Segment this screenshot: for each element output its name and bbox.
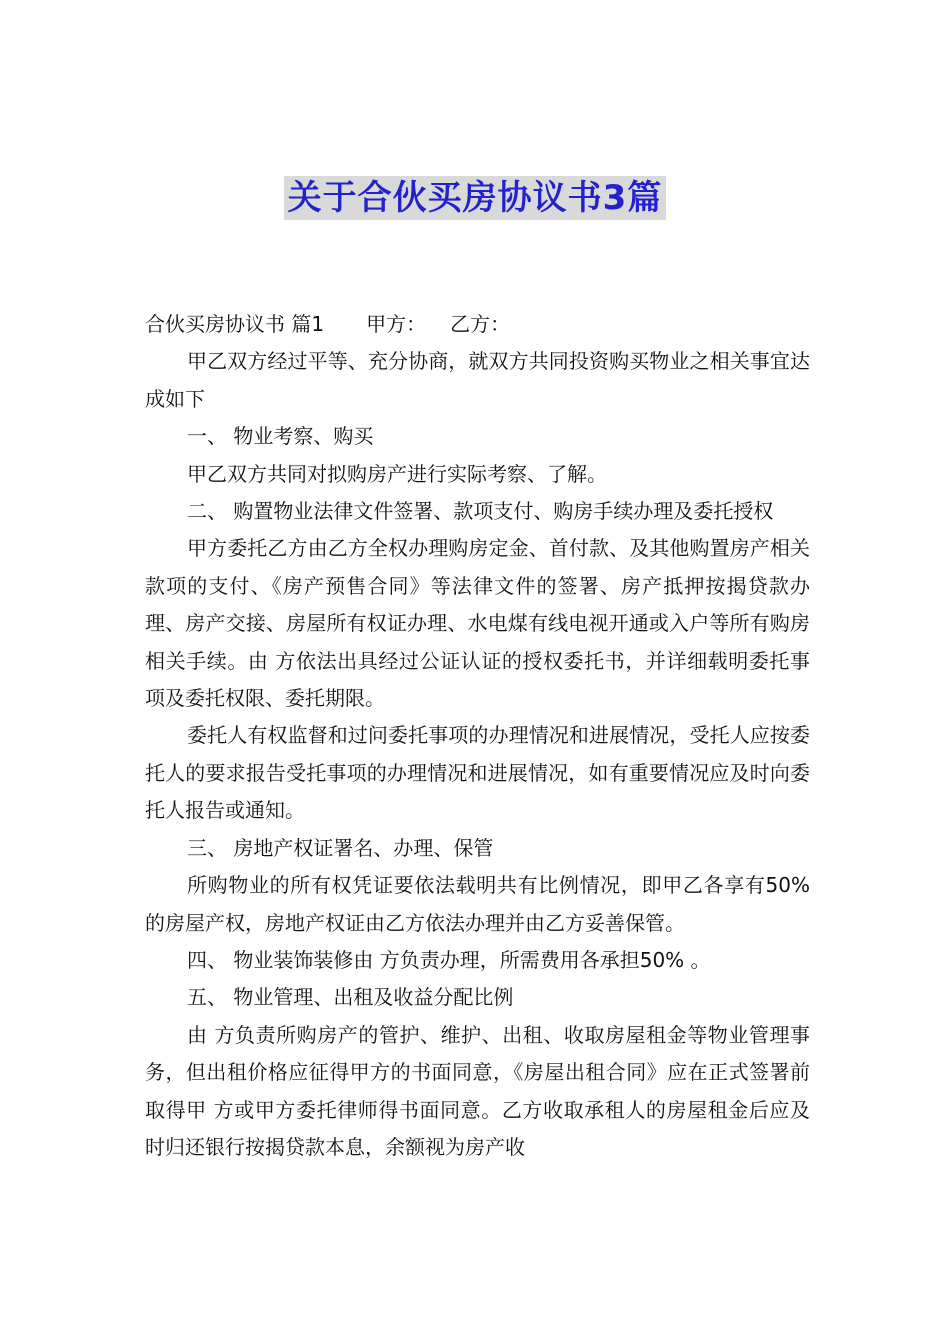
clause-heading: 五、 物业管理、出租及收益分配比例 <box>187 985 514 1010</box>
paragraph: 委托人有权监督和过问委托事项的办理情况和进展情况，受托人应按委托人的要求报告受托事项的办理情况和进展情况，如有重要情况应及时向委托人报告或通知。 <box>145 723 810 823</box>
clause-heading: 三、 房地产权证署名、办理、保管 <box>187 835 494 860</box>
clause-heading: 一、 物业考察、购买 <box>187 424 374 449</box>
header-line <box>145 306 810 343</box>
paragraph: 甲方委托乙方由乙方全权办理购房定金、首付款、及其他购置房产相关款项的支付、《房产预售合同》等法律文件的签署、房产抵押按揭贷款办理、房产交接、房屋所有权证办理、水电煤有线电视开通或入户等所有购房相关手续。由 方依法出具经过公证认证的授权委托书，并详细载明委托事项及委托权限、委托期限。 <box>145 536 810 711</box>
party-b-label: 乙方： <box>450 312 511 336</box>
section-heading: 合伙买房协议书 篇1 <box>145 312 325 336</box>
paragraph: 甲乙双方经过平等、充分协商，就双方共同投资购买物业之相关事宜达成如下 <box>145 349 810 411</box>
paragraph: 所购物业的所有权凭证要依法载明共有比例情况，即甲乙各享有50%的房屋产权，房地产权证由乙方依法办理并由乙方妥善保管。 <box>145 873 810 935</box>
clause-heading: 四、 物业装饰装修由 方负责办理，所需费用各承担50% 。 <box>187 947 711 972</box>
paragraph: 由 方负责所购房产的管护、维护、出租、收取房屋租金等物业管理事务，但出租价格应征得甲方的书面同意，《房屋出租合同》应在正式签署前取得甲 方或甲方委托律师得书面同意。乙方收取承租人的房屋租金后应及时归还银行按揭贷款本息，余额视为房产收 <box>145 1022 810 1159</box>
clause-heading: 二、 购置物业法律文件签署、款项支付、购房手续办理及委托授权 <box>187 499 774 524</box>
document-body <box>145 306 810 1166</box>
title-container <box>0 176 950 220</box>
paragraph: 甲乙双方共同对拟购房产进行实际考察、了解。 <box>187 461 607 486</box>
document-title: 关于合伙买房协议书3篇 <box>284 176 667 220</box>
party-a-label: 甲方： <box>366 312 427 336</box>
